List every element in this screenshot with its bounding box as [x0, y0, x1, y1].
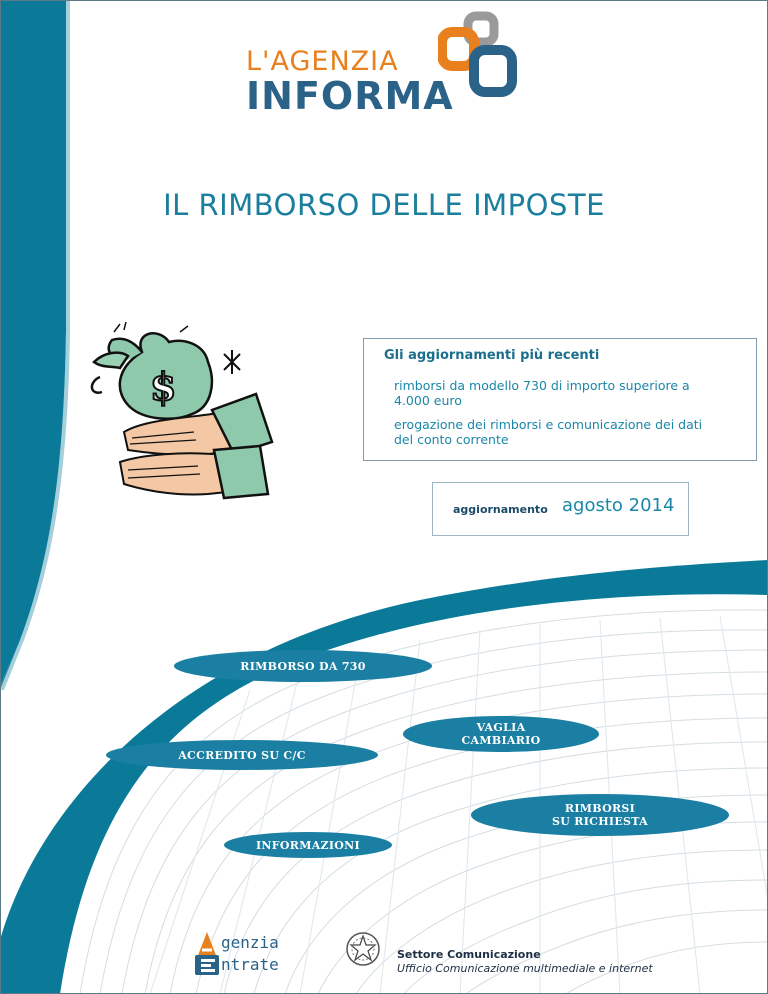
agenzia-entrate-logo	[193, 928, 343, 978]
italian-republic-emblem-icon	[345, 930, 381, 968]
ufficio-comunicazione: Ufficio Comunicazione multimediale e internet	[397, 962, 653, 975]
topic-accredito-cc[interactable]: ACCREDITO SU C/C	[106, 740, 378, 770]
update-item-730[interactable]: rimborsi da modello 730 di importo superiore a 4.000 euro	[394, 378, 690, 408]
update-date-box	[432, 482, 689, 536]
update-date-value: agosto 2014	[562, 495, 675, 516]
updates-heading: Gli aggiornamenti più recenti	[384, 348, 600, 363]
logo-text-bottom: INFORMA	[246, 74, 454, 118]
agenzia-entrate-mark-icon	[193, 928, 343, 978]
page-title: IL RIMBORSO DELLE IMPOSTE	[163, 188, 605, 222]
topic-rimborso-730[interactable]: RIMBORSO DA 730	[174, 650, 432, 682]
update-date-label: aggiornamento	[453, 503, 548, 516]
svg-text:$: $	[150, 364, 177, 409]
logo-text-top: L'AGENZIA	[246, 46, 399, 77]
org-logo-line2: ntrate	[221, 955, 279, 974]
money-bag-hands-icon	[84, 322, 274, 507]
logo-squares-icon	[438, 10, 523, 105]
topic-vaglia-cambiario[interactable]: VAGLIA CAMBIARIO	[403, 716, 599, 752]
update-item-erogazione[interactable]: erogazione dei rimborsi e comunicazione dei dati del conto corrente	[394, 417, 703, 447]
updates-box	[363, 338, 757, 461]
org-logo-line1: genzia	[221, 933, 279, 952]
topic-rimborsi-su-richiesta[interactable]: RIMBORSI SU RICHIESTA	[471, 794, 729, 836]
topic-informazioni[interactable]: INFORMAZIONI	[224, 832, 392, 858]
settore-comunicazione: Settore Comunicazione	[397, 948, 541, 961]
agenzia-informa-logo	[246, 10, 526, 118]
